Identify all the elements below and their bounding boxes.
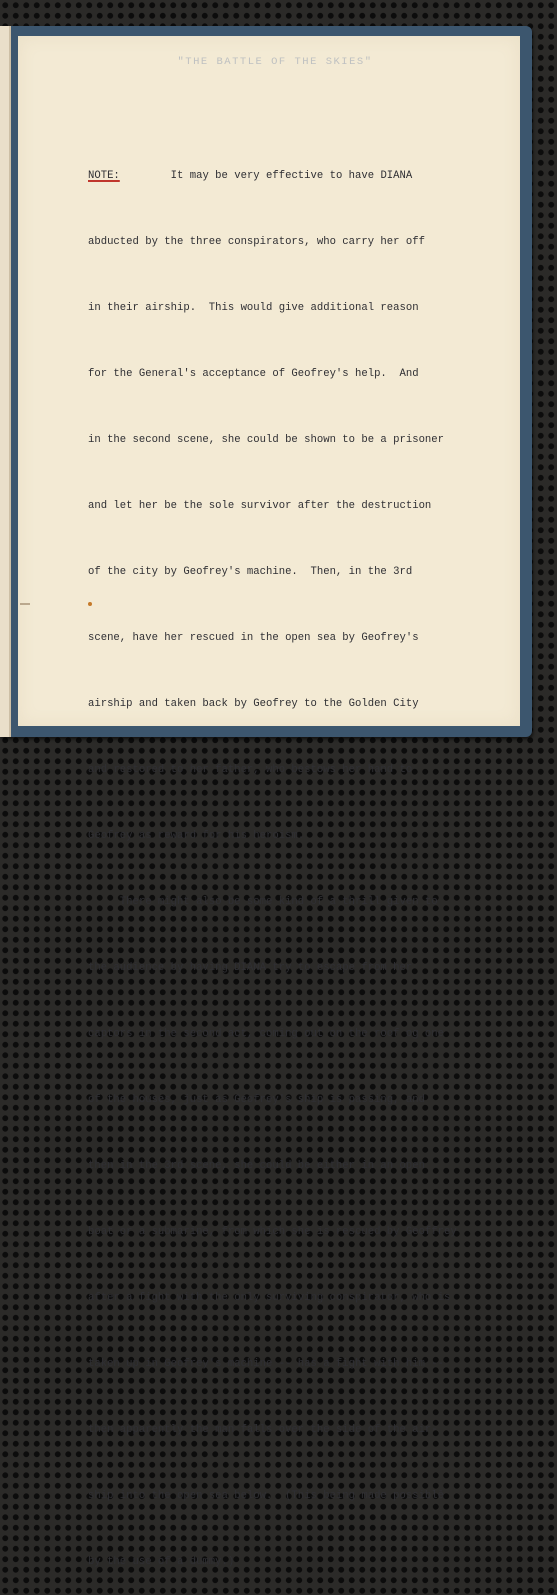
- text-line: the audience by having DIANA try to escape from her: [88, 962, 413, 974]
- text-line: then apparently the man falls over the side of the air-: [88, 1424, 438, 1436]
- typed-note: [88, 121, 508, 1595]
- text-line: There might also be some kind of a thrill given to: [88, 896, 438, 908]
- text-line: airship and taken back by Geofrey to the Golden City: [88, 698, 419, 710]
- text-line: of the city by Geofrey's machine. Then, in the 3rd: [88, 566, 413, 578]
- text-line: after a fight with the only surviving conspirator, who is: [88, 1292, 451, 1304]
- note-label: NOTE:: [88, 170, 120, 182]
- text-line: Geofrey as reward for his heroism.: [88, 830, 305, 842]
- text-line: boat or a submarine, from which she is rescued by Geoffrey: [88, 1226, 457, 1238]
- text-line: of the houses, just as Geofrey's ship is passing, and: [88, 1094, 425, 1106]
- text-line: and restored to her father, who bestows her hand to: [88, 764, 413, 776]
- ink-dot: [88, 602, 92, 606]
- text-line: by the use of a dummy.): [88, 1556, 235, 1568]
- note-first-line: It may be very effective to have DIANA: [119, 170, 413, 182]
- bleed-through-title: "THE BATTLE OF THE SKIES": [177, 56, 373, 68]
- text-line-1: [88, 165, 508, 187]
- text-line: for the General's acceptance of Geofrey's help. And: [88, 368, 419, 380]
- text-line: ship into the open sea below. (This being made possiblē: [88, 1490, 445, 1502]
- binder-spine: [0, 26, 14, 737]
- text-line: captors in the second act, coming out on the roof oɡ one: [88, 1028, 445, 1040]
- text-line: in the second scene, she could be shown to be a prisoner: [88, 434, 445, 446]
- text-line: abducted by the three conspirators, who carry her off: [88, 236, 425, 248]
- margin-mark: [20, 603, 30, 605]
- text-line: scene, have her rescued in the open sea by Geofrey's: [88, 632, 419, 644]
- text-line: and let her be the sole survivor after the destruction: [88, 500, 432, 512]
- text-line: then in the 3rd scene, she could be either in an open: [88, 1160, 425, 1172]
- text-line: in their airship. This would give additional reason: [88, 302, 419, 314]
- text-line: taken up in Geofrey's machine -- has a fight with him --: [88, 1358, 445, 1370]
